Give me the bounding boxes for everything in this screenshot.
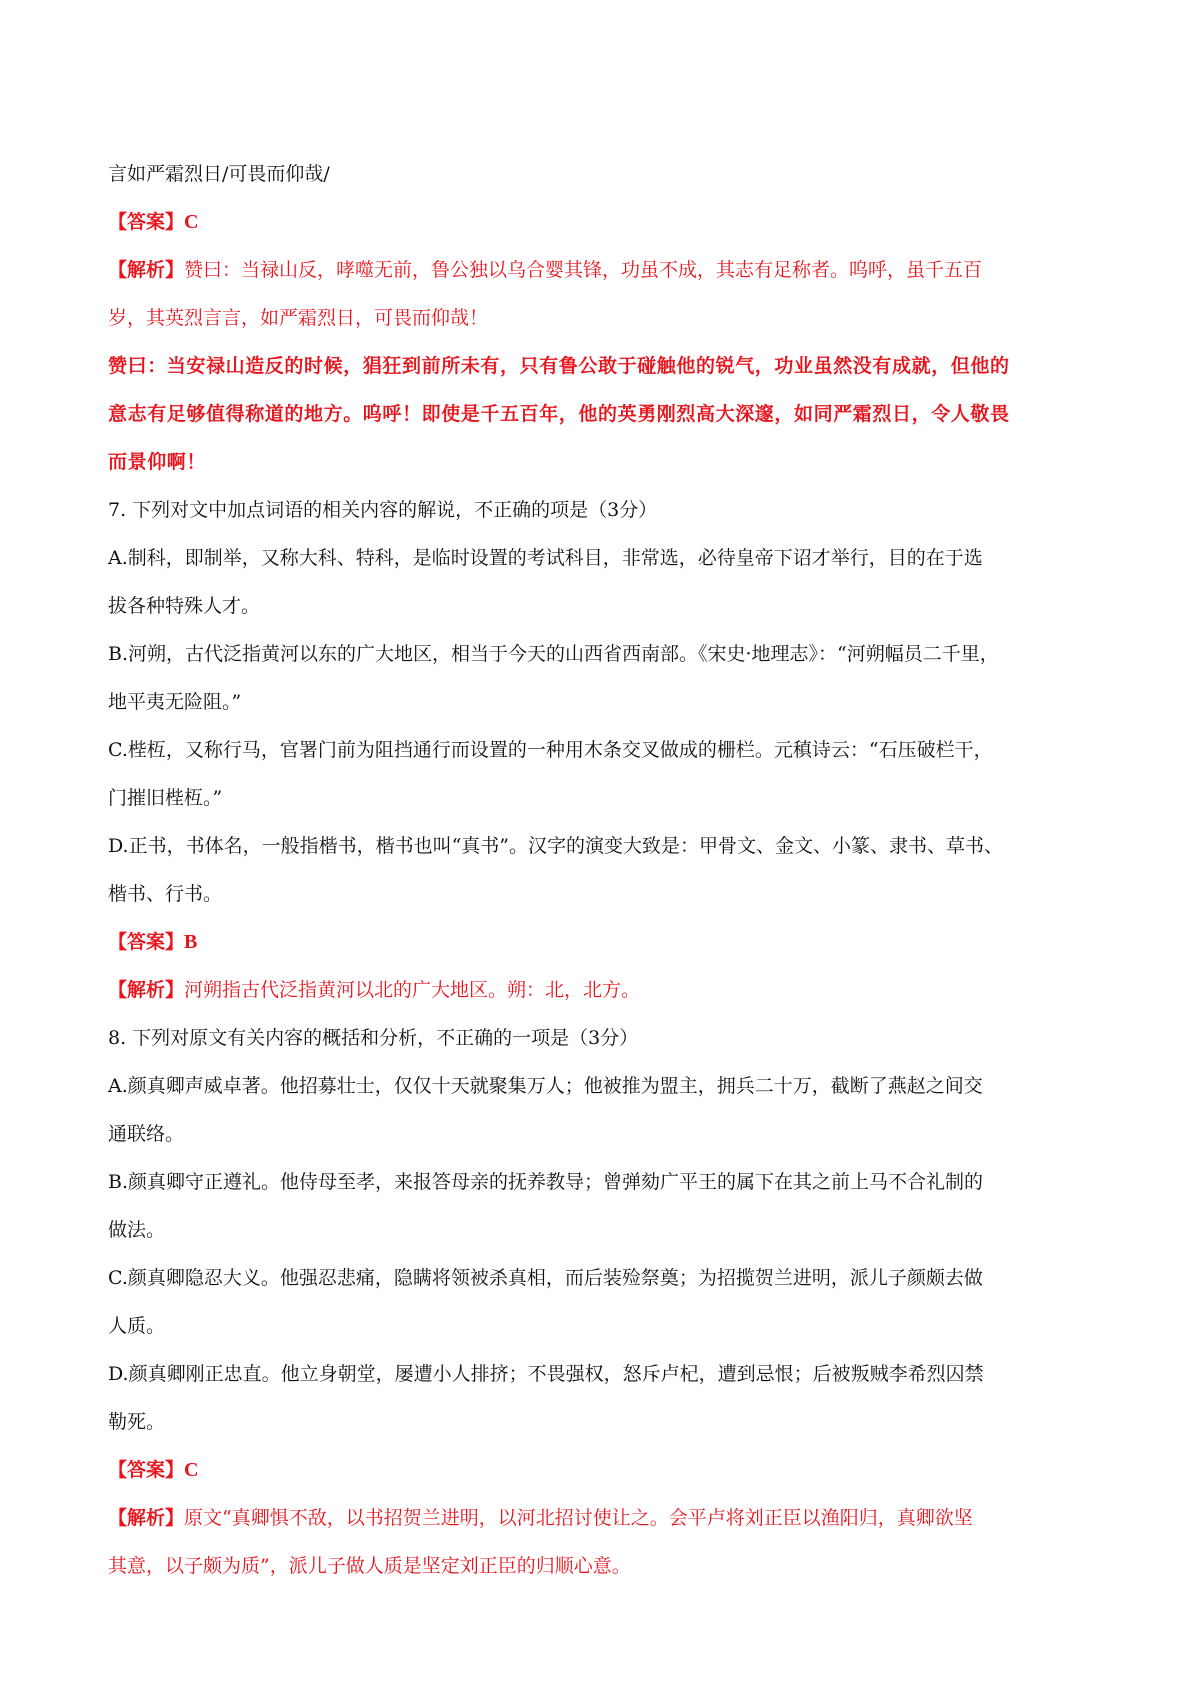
q7-option-c-line-1: C.梐枑，又称行马，官署门前为阻挡通行而设置的一种用木条交叉做成的栅栏。元稹诗云：“石压破栏干， [108, 739, 993, 761]
q8-answer [108, 1446, 1100, 1494]
q8-option-d-line-1: D.颜真卿刚正忠直。他立身朝堂，屡遭小人排挤；不畏强权，怒斥卢杞，遭到忌恨；后被叛贼李希烈囚禁 [108, 1363, 984, 1385]
q7-option-a-line-1: A.制科，即制举，又称大科、特科，是临时设置的考试科目，非常选，必待皇帝下诏才举行，目的在于选 [108, 547, 983, 569]
q7-option-a-line-2: 拔各种特殊人才。 [108, 595, 261, 617]
answer-tag: 【答案】 [108, 1459, 185, 1481]
q7-stem: 7. 下列对文中加点词语的相关内容的解说，不正确的项是（3分） [108, 499, 658, 521]
q8-option-a-line-2: 通联络。 [108, 1123, 185, 1145]
analysis-tag: 【解析】 [108, 1507, 185, 1529]
analysis-tag: 【解析】 [108, 979, 185, 1001]
q8-option-a-line-1: A.颜真卿声威卓著。他招募壮士，仅仅十天就聚集万人；他被推为盟主，拥兵二十万，截断了燕赵之间交 [108, 1075, 983, 1097]
answer-value: B [184, 931, 198, 953]
q7-option-d-line-1: D.正书，书体名，一般指楷书，楷书也叫“真书”。汉字的演变大致是：甲骨文、金文、小篆、隶书、草书、 [108, 835, 1004, 857]
q8-stem: 8. 下列对原文有关内容的概括和分析，不正确的一项是（3分） [108, 1027, 639, 1049]
q6-translation-line-3: 而景仰啊！ [108, 451, 207, 473]
q6-translation-line-1: 赞曰：当安禄山造反的时候，猖狂到前所未有，只有鲁公敢于碰触他的锐气，功业虽然没有成就，但他的 [108, 355, 1010, 377]
q7-option-c-line-2: 门摧旧梐枑。” [108, 787, 223, 809]
q7-answer [108, 918, 1100, 966]
q6-analysis-line-2: 岁，其英烈言言，如严霜烈日，可畏而仰哉！ [108, 307, 489, 329]
answer-value: C [184, 1459, 199, 1481]
q7-option-d-line-2: 楷书、行书。 [108, 883, 223, 905]
q8-option-c-line-2: 人质。 [108, 1315, 166, 1337]
q8-option-d-line-2: 勒死。 [108, 1411, 166, 1433]
q7-option-b-line-2: 地平夷无险阻。” [108, 691, 242, 713]
q8-option-b-line-1: B.颜真卿守正遵礼。他侍母至孝，来报答母亲的抚养教导；曾弹劾广平王的属下在其之前上马不合礼制的 [108, 1171, 984, 1193]
q8-analysis-line-2: 其意，以子颇为质”，派儿子做人质是坚定刘正臣的归顺心意。 [108, 1555, 631, 1577]
q8-analysis-line-1 [108, 1494, 1100, 1542]
page-content [108, 150, 1100, 1590]
answer-tag: 【答案】 [108, 931, 185, 953]
answer-value: C [184, 211, 199, 233]
q7-option-b-line-1: B.河朔，古代泛指黄河以东的广大地区，相当于今天的山西省西南部。《宋史·地理志》：“河朔幅员二千里， [108, 643, 999, 665]
q6-translation-line-2: 意志有足够值得称道的地方。呜呼！即使是千五百年，他的英勇刚烈高大深邃，如同严霜烈日，令人敬畏 [108, 403, 1010, 425]
q7-analysis [108, 966, 1100, 1014]
answer-tag: 【答案】 [108, 211, 185, 233]
analysis-text: 河朔指古代泛指黄河以北的广大地区。朔：北，北方。 [184, 979, 641, 1001]
analysis-text: 原文“真卿惧不敌，以书招贺兰进明，以河北招讨使让之。会平卢将刘正臣以渔阳归，真卿欲坚 [184, 1507, 973, 1529]
intro-line: 言如严霜烈日/可畏而仰哉/ [108, 163, 330, 185]
q6-analysis-line-1 [108, 246, 1100, 294]
analysis-text: 赞曰：当禄山反，哮噬无前，鲁公独以乌合婴其锋，功虽不成，其志有足称者。呜呼，虽千五百 [184, 259, 983, 281]
analysis-tag: 【解析】 [108, 259, 185, 281]
q8-option-b-line-2: 做法。 [108, 1219, 166, 1241]
q6-answer [108, 198, 1100, 246]
q8-option-c-line-1: C.颜真卿隐忍大义。他强忍悲痛，隐瞒将领被杀真相，而后装殓祭奠；为招揽贺兰进明，派儿子颜颇去做 [108, 1267, 983, 1289]
